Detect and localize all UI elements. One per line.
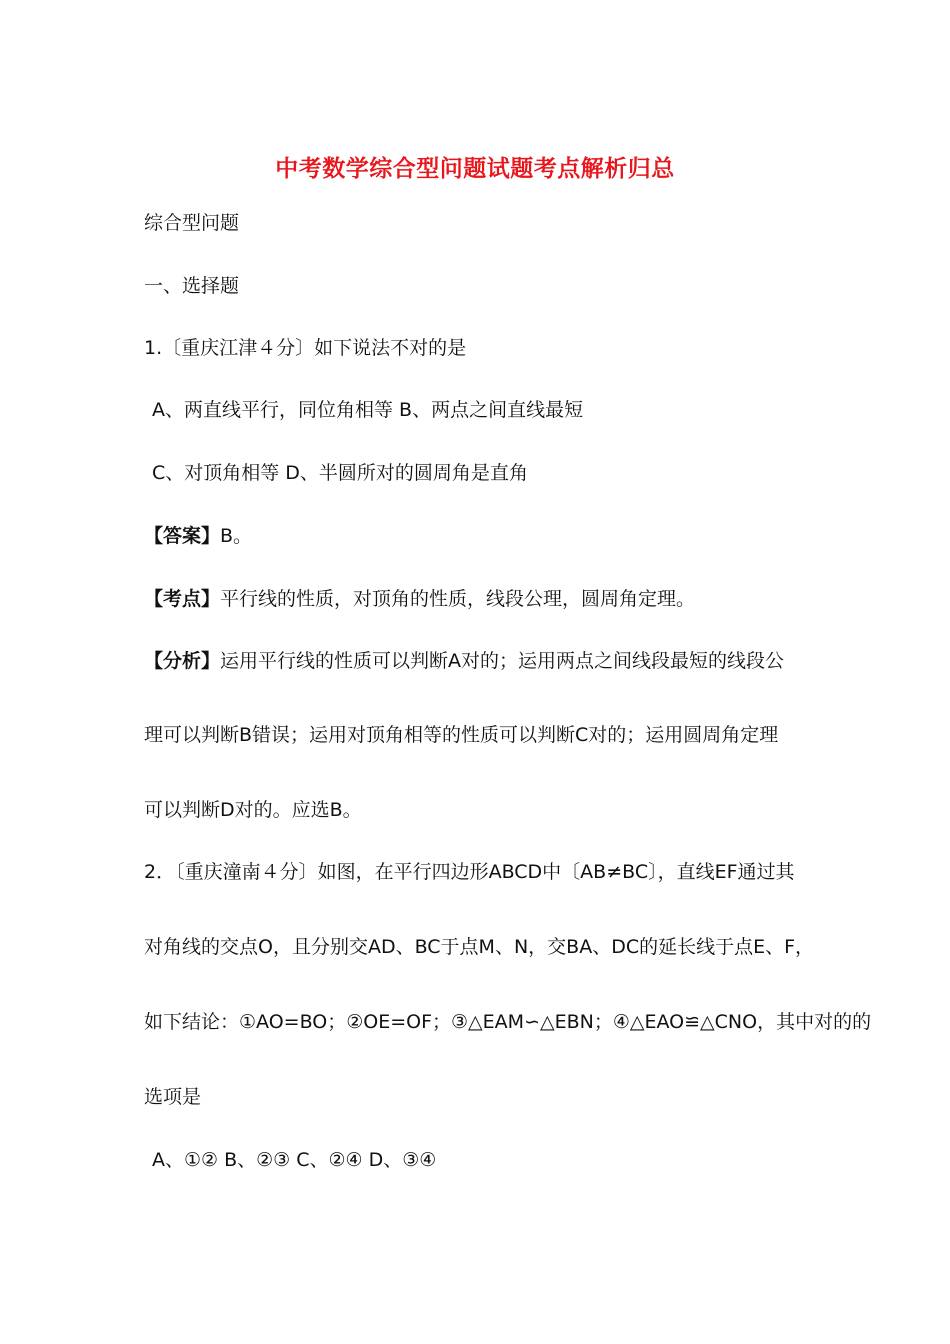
question-1-analysis-line-1 xyxy=(144,647,784,675)
question-2-stem-line-3: 如下结论：①AO=BO；②OE=OF；③△EAM∽△EBN；④△EAO≌△CNO，其中对的的 xyxy=(144,1011,872,1033)
answer-text: B。 xyxy=(220,525,253,547)
document-title: 中考数学综合型问题试题考点解析归总 xyxy=(275,156,675,182)
question-2-options: A、①② B、②③ C、②④ D、③④ xyxy=(152,1149,437,1171)
question-1-analysis-line-3: 可以判断D对的。应选B。 xyxy=(144,799,362,821)
key-point-text: 平行线的性质，对顶角的性质，线段公理，圆周角定理。 xyxy=(220,588,696,610)
question-1-stem: 1.〔重庆江津４分〕如下说法不对的是 xyxy=(144,337,467,359)
question-1-key-point xyxy=(144,585,695,613)
analysis-label: 【分析】 xyxy=(144,650,221,672)
question-2-stem-line-2: 对角线的交点O，且分别交AD、BC于点M、N，交BA、DC的延长线于点E、F， xyxy=(144,936,815,958)
key-point-label: 【考点】 xyxy=(144,588,221,610)
question-2-stem-line-4: 选项是 xyxy=(144,1086,202,1108)
analysis-text-1: 运用平行线的性质可以判断A对的；运用两点之间线段最短的线段公 xyxy=(220,650,785,672)
section-heading: 一、选择题 xyxy=(144,275,240,297)
question-2-stem-line-1: 2．〔重庆潼南４分〕如图，在平行四边形ABCD中〔AB≠BC〕，直线EF通过其 xyxy=(144,861,795,883)
subtitle: 综合型问题 xyxy=(144,212,240,234)
question-1-options-line-1: A、两直线平行，同位角相等 B、两点之间直线最短 xyxy=(152,399,584,421)
answer-label: 【答案】 xyxy=(144,525,221,547)
question-1-analysis-line-2: 理可以判断B错误；运用对顶角相等的性质可以判断C对的；运用圆周角定理 xyxy=(144,724,779,746)
question-1-answer xyxy=(144,522,252,550)
question-1-options-line-2: C、对顶角相等 D、半圆所对的圆周角是直角 xyxy=(152,462,528,484)
